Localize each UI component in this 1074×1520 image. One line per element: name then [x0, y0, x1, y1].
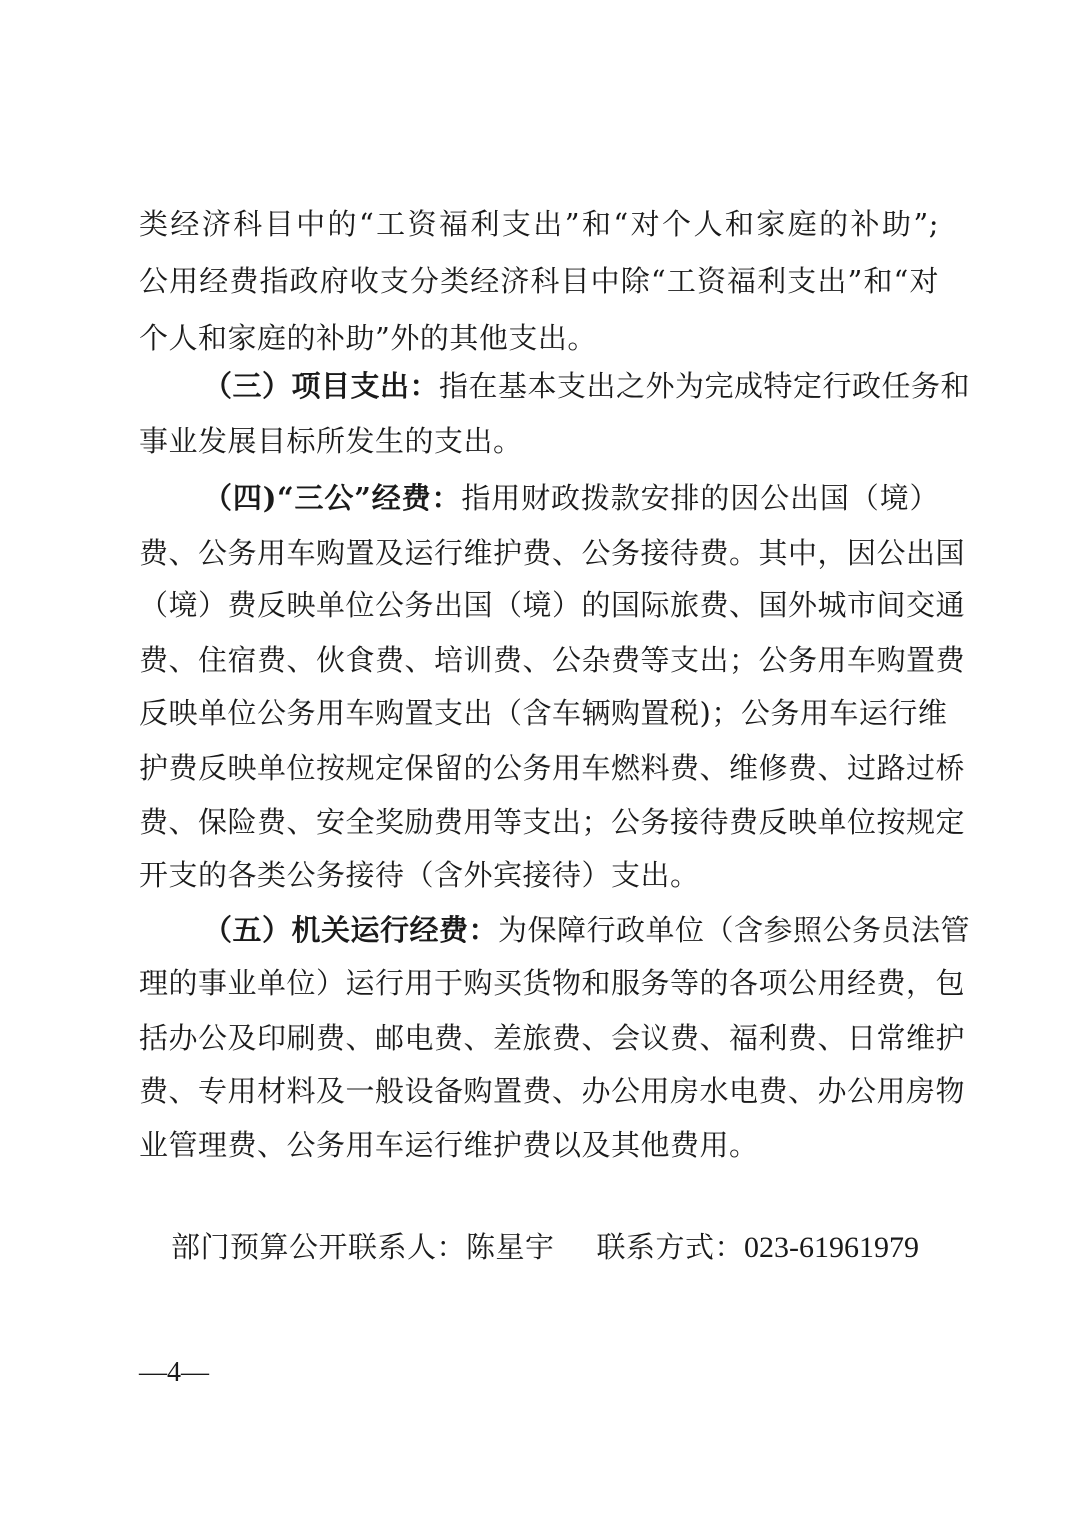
page-number: —4— [139, 1357, 209, 1388]
text-line: 类经济科目中的“工资福利支出”和“对个人和家庭的补助”; [139, 207, 939, 241]
text-line: 反映单位公务用车购置支出（含车辆购置税)；公务用车运行维 [139, 696, 948, 730]
text-line: 费、专用材料及一般设备购置费、办公用房水电费、办公用房物 [139, 1074, 966, 1108]
section-5-text: 为保障行政单位（含参照公务员法管 [498, 913, 971, 947]
text-line: 费、保险费、安全奖励费用等支出；公务接待费反映单位按规定 [139, 805, 966, 839]
contact-line [171, 1229, 919, 1266]
text-line: 业管理费、公务用车运行维护费以及其他费用。 [139, 1128, 759, 1162]
text-line: 费、公务用车购置及运行维护费、公务接待费。其中，因公出国 [139, 536, 966, 570]
text-line: 个人和家庭的补助”外的其他支出。 [139, 321, 597, 355]
section-4-heading: （四)“三公”经费： [203, 481, 462, 515]
section-5-heading: （五）机关运行经费： [203, 913, 499, 947]
text-line: 费、住宿费、伙食费、培训费、公杂费等支出；公务用车购置费 [139, 643, 966, 677]
contact-phone-label: 联系方式： [596, 1230, 745, 1264]
text-line: 开支的各类公务接待（含外宾接待）支出。 [139, 858, 700, 892]
section-5-first-line [203, 912, 971, 948]
section-3-heading: （三）项目支出： [203, 369, 440, 403]
text-line: 公用经费指政府收支分类经济科目中除“工资福利支出”和“对 [139, 264, 939, 298]
contact-phone: 023-61961979 [744, 1231, 920, 1264]
text-line: （境）费反映单位公务出国（境）的国际旅费、国外城市间交通 [139, 588, 966, 622]
section-4-first-line [203, 480, 939, 516]
section-3-text: 指在基本支出之外为完成特定行政任务和 [439, 369, 971, 403]
text-line: 事业发展目标所发生的支出。 [139, 424, 523, 458]
text-line: 护费反映单位按规定保留的公务用车燃料费、维修费、过路过桥 [139, 751, 966, 785]
section-3-first-line [203, 368, 971, 404]
text-line: 括办公及印刷费、邮电费、差旅费、会议费、福利费、日常维护 [139, 1021, 966, 1055]
text-line: 理的事业单位）运行用于购买货物和服务等的各项公用经费，包 [139, 966, 966, 1000]
section-4-text: 指用财政拨款安排的因公出国（境） [461, 481, 939, 515]
contact-person: 部门预算公开联系人：陈星宇 [171, 1230, 555, 1264]
